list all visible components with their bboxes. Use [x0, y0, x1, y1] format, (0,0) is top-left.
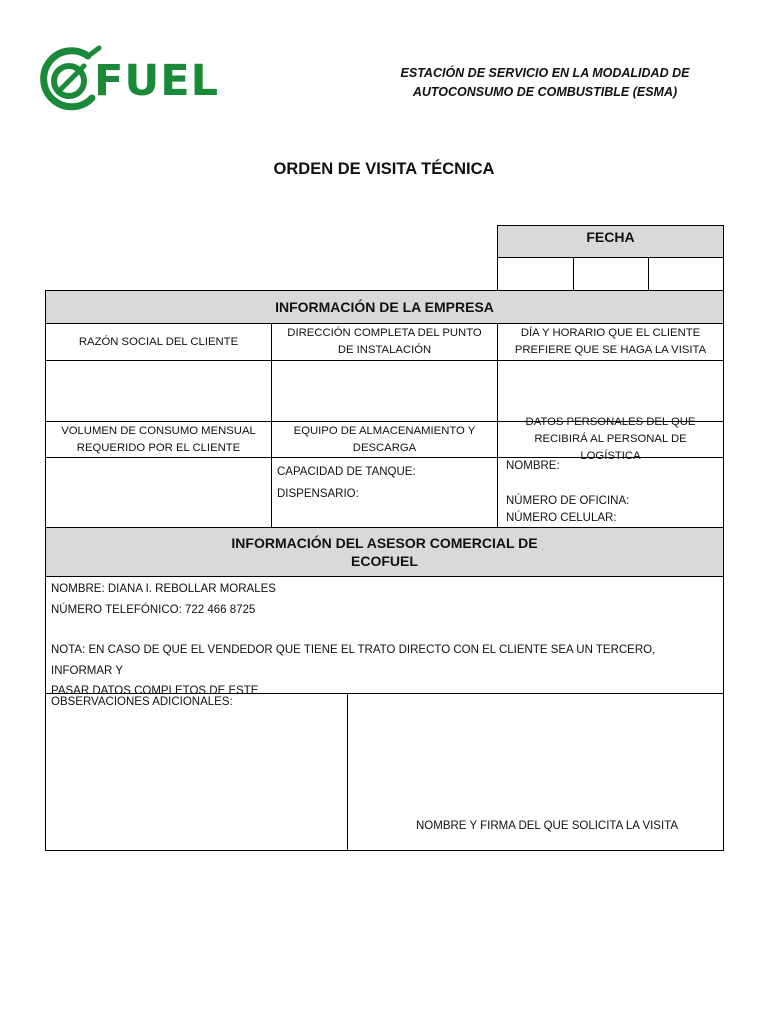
volumen-field[interactable]: [45, 457, 272, 528]
observaciones-label: OBSERVACIONES ADICIONALES:: [51, 696, 233, 708]
direccion-field[interactable]: [271, 360, 498, 422]
fecha-month-field[interactable]: [573, 257, 649, 291]
asesor-nota-line1: NOTA: EN CASO DE QUE EL VENDEDOR QUE TIENE EL TRATO DIRECTO CON EL CLIENTE SEA UN TERCERO, INFORMAR Y: [51, 644, 656, 677]
asesor-section-header: [45, 527, 724, 577]
equipo-label-line2: DESCARGA: [352, 441, 417, 454]
datos-personales-label-line1: DATOS PERSONALES DEL QUE: [525, 416, 696, 428]
direccion-label-line1: DIRECCIÓN COMPLETA DEL PUNTO: [287, 327, 482, 339]
direccion-label-line2: DE INSTALACIÓN: [337, 344, 432, 356]
fecha-label: FECHA: [586, 229, 635, 245]
datos-personales-label-line2: RECIBIRÁ AL PERSONAL DE LOGÍSTICA: [534, 433, 687, 462]
horario-label-line2: PREFIERE QUE SE HAGA LA VISITA: [514, 344, 707, 356]
nombre-contacto-label: NOMBRE:: [506, 460, 560, 472]
fecha-year-field[interactable]: [648, 257, 724, 291]
fecha-header: [497, 225, 724, 258]
razon-social-label: RAZÓN SOCIAL DEL CLIENTE: [78, 335, 239, 348]
firma-field[interactable]: [347, 693, 724, 851]
document-title: ORDEN DE VISITA TÉCNICA: [273, 160, 495, 178]
asesor-nota-line2: PASAR DATOS COMPLETOS DE ESTE.: [51, 685, 262, 697]
horario-label-line1: DÍA Y HORARIO QUE EL CLIENTE: [520, 327, 701, 339]
fecha-day-field[interactable]: [497, 257, 574, 291]
asesor-section-title-line1: INFORMACIÓN DEL ASESOR COMERCIAL DE: [231, 535, 538, 551]
header-subtitle: [370, 64, 720, 102]
capacidad-tanque-label: CAPACIDAD DE TANQUE:: [277, 466, 416, 478]
asesor-telefono: NÚMERO TELEFÓNICO: 722 466 8725: [51, 603, 256, 616]
razon-social-header: [45, 323, 272, 361]
asesor-info-block: [45, 576, 724, 697]
numero-oficina-label: NÚMERO DE OFICINA:: [506, 495, 630, 507]
header-subtitle-line2: AUTOCONSUMO DE COMBUSTIBLE (ESMA): [412, 85, 678, 99]
empresa-section-title: INFORMACIÓN DE LA EMPRESA: [275, 299, 494, 315]
horario-header: [497, 323, 724, 361]
header-subtitle-line1: ESTACIÓN DE SERVICIO EN LA MODALIDAD DE: [400, 66, 690, 80]
equipo-field[interactable]: [271, 457, 498, 528]
firma-label: NOMBRE Y FIRMA DEL QUE SOLICITA LA VISITA: [416, 820, 679, 832]
razon-social-field[interactable]: [45, 360, 272, 422]
logo-text: FUEL: [94, 56, 220, 106]
equipo-header: [271, 421, 498, 458]
empresa-section-header: [45, 290, 724, 324]
volumen-label-line1: VOLUMEN DE CONSUMO MENSUAL: [61, 424, 256, 437]
observaciones-field[interactable]: [45, 693, 348, 851]
volumen-header: [45, 421, 272, 458]
asesor-section-title-line2: ECOFUEL: [351, 553, 418, 569]
datos-personales-field[interactable]: [497, 457, 724, 528]
asesor-nombre: NOMBRE: DIANA I. REBOLLAR MORALES: [51, 583, 276, 595]
datos-personales-header: [497, 416, 724, 462]
numero-celular-label: NÚMERO CELULAR:: [506, 512, 617, 524]
direccion-header: [271, 323, 498, 361]
volumen-label-line2: REQUERIDO POR EL CLIENTE: [76, 441, 241, 454]
dispensario-label: DISPENSARIO:: [277, 488, 359, 500]
ecofuel-logo: [36, 44, 220, 118]
horario-field[interactable]: [497, 360, 724, 422]
equipo-label-line1: EQUIPO DE ALMACENAMIENTO Y: [293, 424, 476, 437]
